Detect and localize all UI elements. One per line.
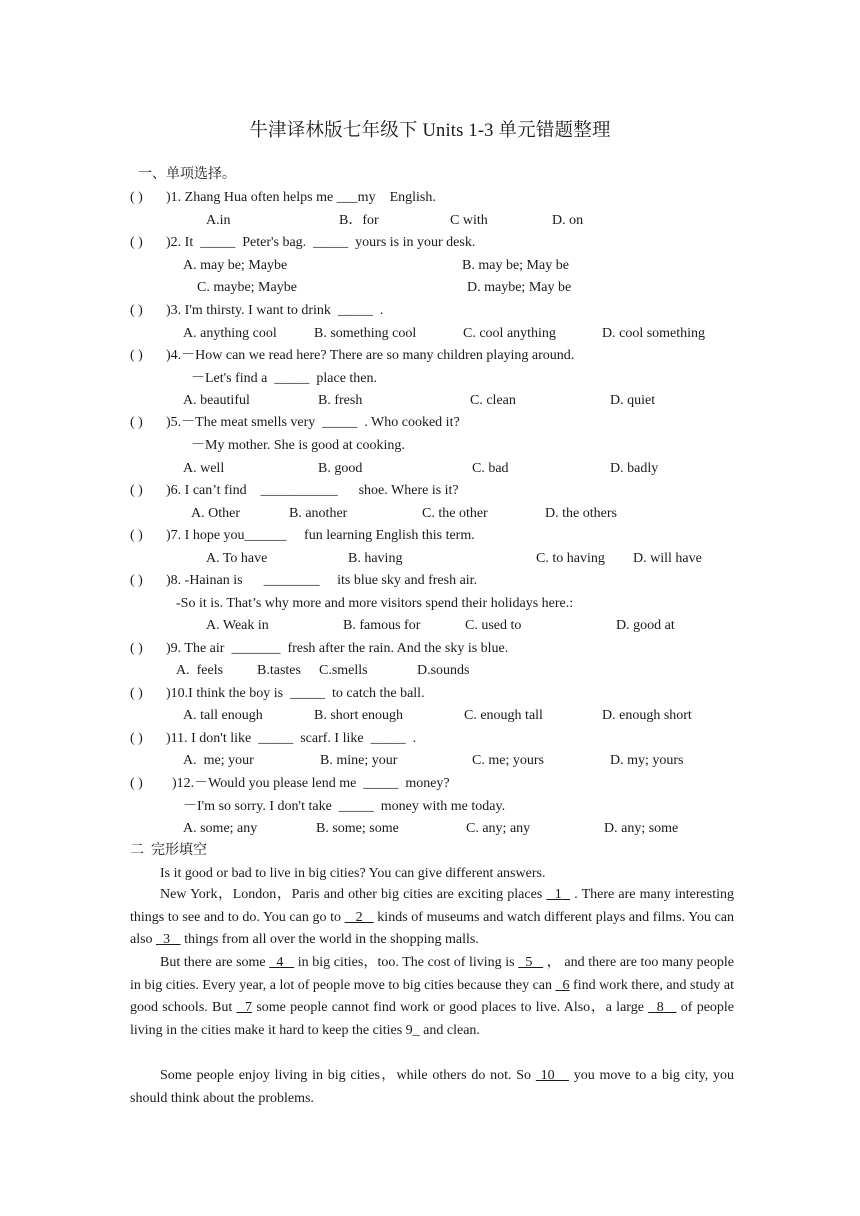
question-stem: )8. -Hainan is ________ its blue sky and fresh air.: [166, 573, 478, 588]
answer-bracket[interactable]: ( ): [130, 348, 143, 363]
option: C. used to: [465, 618, 522, 633]
answer-bracket[interactable]: ( ): [130, 483, 143, 498]
option: A. Other: [191, 506, 240, 521]
cloze-blank[interactable]: 8: [648, 1000, 677, 1015]
question-stem: )10.I think the boy is _____ to catch the ball.: [166, 686, 425, 701]
cloze-blank[interactable]: 6: [555, 977, 570, 993]
answer-bracket[interactable]: ( ): [130, 731, 143, 746]
answer-bracket[interactable]: ( ): [130, 190, 143, 205]
option: C. the other: [422, 506, 488, 521]
answer-bracket[interactable]: ( ): [130, 776, 143, 791]
option: A. may be; Maybe: [183, 258, 288, 273]
option: D. badly: [610, 461, 659, 476]
question-stem: )6. I can’t find ___________ shoe. Where is it?: [166, 483, 459, 498]
option: D. on: [552, 213, 584, 228]
option: B. fresh: [318, 393, 363, 408]
question-stem: )9. The air _______ fresh after the rain. And the sky is blue.: [166, 641, 509, 656]
cloze-paragraph-4: Some people enjoy living in big cities，while others do not. So 10 you move to a big city, you should think about the problems.: [130, 1068, 735, 1106]
answer-bracket[interactable]: ( ): [130, 415, 143, 430]
question-stem-line2: －Let's find a _____ place then.: [191, 371, 378, 386]
question-stem-line2: -So it is. That’s why more and more visitors spend their holidays here.:: [176, 596, 574, 611]
answer-bracket[interactable]: ( ): [130, 641, 143, 656]
section-heading-cloze: 二 完形填空: [130, 843, 207, 858]
question-stem: )2. It _____ Peter's bag. _____ yours is in your desk.: [166, 235, 476, 250]
option: D. good at: [616, 618, 675, 633]
option: B. having: [348, 551, 403, 566]
cloze-blank[interactable]: 4: [269, 955, 295, 970]
option: A. some; any: [183, 821, 258, 836]
option: A. tall enough: [183, 708, 263, 723]
option: D. the others: [545, 506, 617, 521]
question-stem: )3. I'm thirsty. I want to drink _____ .: [166, 303, 384, 318]
question-stem: )1. Zhang Hua often helps me ___my English.: [166, 190, 436, 205]
answer-bracket[interactable]: ( ): [130, 573, 143, 588]
option: B. good: [318, 461, 363, 476]
question-stem: )4.－How can we read here? There are so many children playing around.: [166, 348, 575, 363]
option: D. quiet: [610, 393, 656, 408]
option: A.in: [206, 213, 231, 228]
cloze-blank[interactable]: 3: [156, 932, 181, 947]
option: D. will have: [633, 551, 702, 566]
question-stem: )5.－The meat smells very _____ . Who cooked it?: [166, 415, 460, 430]
answer-bracket[interactable]: ( ): [130, 686, 143, 701]
option: B.tastes: [257, 663, 301, 678]
answer-bracket[interactable]: ( ): [130, 235, 143, 250]
option: B. mine; your: [320, 753, 398, 768]
option: B. another: [289, 506, 348, 521]
option: B. something cool: [314, 326, 417, 341]
cloze-blank[interactable]: 1: [546, 887, 571, 902]
option: D.sounds: [417, 663, 470, 678]
option: B. some; some: [316, 821, 399, 836]
cloze-blank[interactable]: 7: [236, 1000, 253, 1015]
answer-bracket[interactable]: ( ): [130, 303, 143, 318]
option: C. any; any: [466, 821, 531, 836]
option: B. may be; May be: [462, 258, 569, 273]
option: C. cool anything: [463, 326, 556, 341]
option: D. any; some: [604, 821, 679, 836]
option: B. famous for: [343, 618, 421, 633]
cloze-blank[interactable]: 5: [518, 955, 544, 970]
answer-bracket[interactable]: ( ): [130, 528, 143, 543]
option: C. bad: [472, 461, 509, 476]
option: A. me; your: [183, 753, 254, 768]
option: D. cool something: [602, 326, 706, 341]
option: D. maybe; May be: [467, 280, 572, 295]
option: D. my; yours: [610, 753, 684, 768]
option: C. enough tall: [464, 708, 543, 723]
cloze-blank[interactable]: 10: [535, 1068, 569, 1083]
cloze-paragraph-3: But there are some 4 in big cities，too. The cost of living is 5 ， and there are too many people in big cities. Every year, a lot of people move to big cities because they can 6 find work there, and study at good schools. But 7 some people cannot find work or good places to live. Also，a large 8 of people living in the cities make it hard to keep the cities 9_ and clean.: [130, 955, 735, 1038]
question-stem: )11. I don't like _____ scarf. I like _____ .: [166, 731, 417, 746]
option: B. short enough: [314, 708, 404, 723]
option: A. feels: [176, 663, 224, 678]
option: A. To have: [206, 551, 268, 566]
option: C with: [450, 213, 488, 228]
option: A. well: [183, 461, 225, 476]
option: C. clean: [470, 393, 516, 408]
option: C.smells: [319, 663, 368, 678]
question-stem: )12.－Would you please lend me _____ money?: [172, 776, 450, 791]
option: A. anything cool: [183, 326, 277, 341]
cloze-paragraph-2: New York，London，Paris and other big cities are exciting places 1 . There are many interesting things to see and to do. You can go to 2 kinds of museums and watch different plays and films. You can also 3 things from all over the world in the shopping malls.: [130, 887, 735, 947]
cloze-blank[interactable]: 2: [344, 909, 374, 925]
page-title: 牛津译林版七年级下 Units 1-3 单元错题整理: [249, 121, 611, 141]
section-heading-choice: 一、单项选择。: [138, 167, 236, 182]
option: C. me; yours: [472, 753, 544, 768]
option: B．for: [339, 213, 379, 228]
option: D. enough short: [602, 708, 692, 723]
cloze-paragraph-1: Is it good or bad to live in big cities? You can give different answers.: [160, 866, 546, 881]
option: C. to having: [536, 551, 605, 566]
question-stem-line2: －My mother. She is good at cooking.: [191, 438, 405, 453]
question-stem: )7. I hope you______ fun learning English this term.: [166, 528, 475, 543]
question-stem-line2: －I'm so sorry. I don't take _____ money with me today.: [183, 799, 506, 814]
option: C. maybe; Maybe: [197, 280, 297, 295]
option: A. Weak in: [206, 618, 269, 633]
option: A. beautiful: [183, 393, 250, 408]
